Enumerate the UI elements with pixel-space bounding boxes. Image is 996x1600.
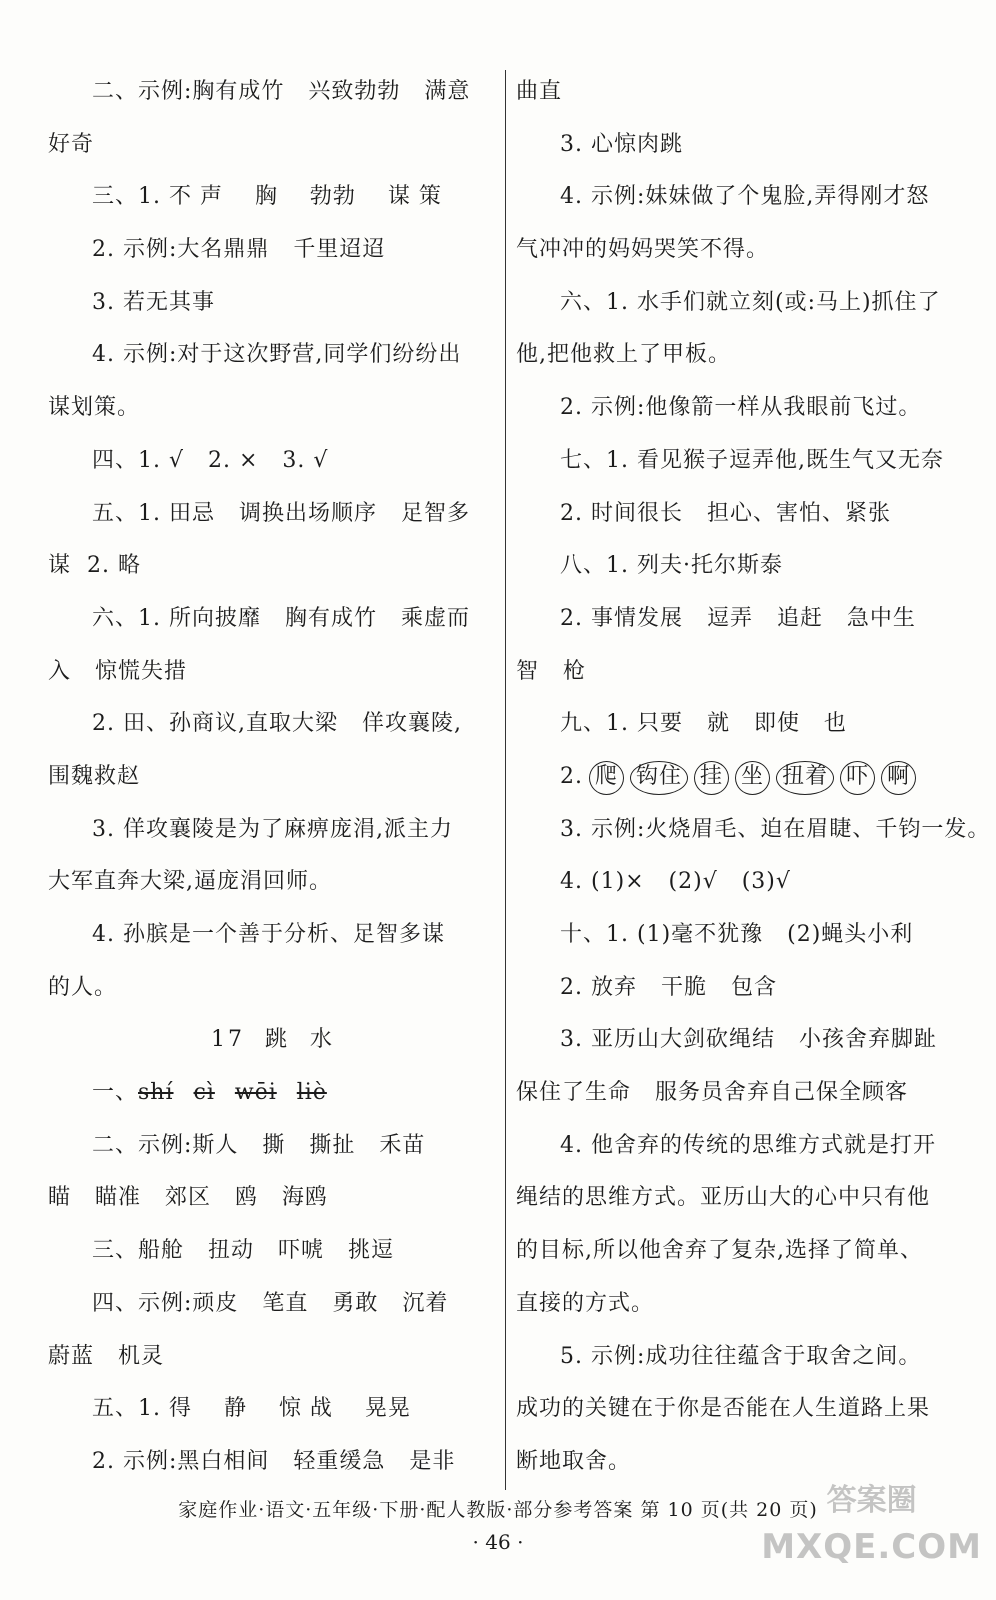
answer-text: 2. 示例:黑白相间 轻重缓急 是非 (92, 1448, 456, 1474)
page-number: · 46 · (472, 1530, 524, 1554)
answer-text: 谋 2. 略 (48, 553, 141, 579)
answer-line (48, 593, 498, 646)
answer-line (48, 277, 498, 330)
answer-line (48, 171, 498, 224)
answer-line (516, 698, 966, 751)
answer-line (48, 66, 498, 119)
answer-line (516, 66, 966, 119)
answer-line (516, 1331, 966, 1384)
answer-text: 好奇 (48, 131, 95, 157)
answer-text: 2. 示例:大名鼎鼎 千里迢迢 (92, 237, 386, 263)
answer-line (48, 1278, 498, 1331)
answer-line (48, 646, 498, 699)
answer-line (516, 909, 966, 962)
answer-text: 曲直 (516, 79, 563, 104)
answer-line (48, 1331, 498, 1384)
circled-word: 坐 (735, 761, 770, 795)
answer-text: 2. 事情发展 逗弄 追赶 急中生 (560, 605, 916, 631)
answer-line (516, 1278, 966, 1331)
circled-word: 爬 (589, 761, 624, 795)
answer-line (48, 540, 498, 593)
answer-line (516, 540, 966, 593)
answer-text: 3. 佯攻襄陵是为了麻痹庞涓,派主力 (92, 816, 453, 842)
answer-line (48, 1436, 498, 1489)
answer-text: 六、1. 水手们就立刻(或:马上)抓住了 (560, 289, 941, 315)
answer-line (48, 962, 498, 1015)
watermark-logo-text: 答案圈 (826, 1483, 917, 1518)
answer-text: 大军直奔大梁,逼庞涓回师。 (48, 869, 332, 895)
answer-text: 气冲冲的妈妈哭笑不得。 (516, 237, 770, 263)
answer-text: 2. (560, 763, 583, 789)
answer-line (516, 962, 966, 1015)
struck-pinyin: cì (193, 1080, 215, 1106)
answer-text: 三、1. 不 声 胸 勃勃 谋 策 (92, 184, 442, 210)
answer-line (48, 804, 498, 857)
answer-text: 4. 示例:对于这次野营,同学们纷纷出 (92, 342, 462, 368)
answer-text: 六、1. 所向披靡 胸有成竹 乘虚而 (92, 605, 470, 631)
answer-line (48, 119, 498, 172)
answer-line (48, 698, 498, 751)
answer-text: 3. 亚历山大剑砍绳结 小孩舍弃脚趾 (560, 1027, 937, 1053)
answer-line (516, 856, 966, 909)
circled-word: 啊 (881, 761, 916, 795)
answer-text: 他,把他救上了甲板。 (516, 342, 731, 368)
answer-line (516, 488, 966, 541)
answer-line (48, 1067, 498, 1120)
answer-text: 2. 田、孙商议,直取大梁 佯攻襄陵, (92, 711, 462, 737)
answer-line (48, 1172, 498, 1225)
circled-word: 挂 (694, 761, 729, 795)
answer-text: 的目标,所以他舍弃了复杂,选择了简单、 (516, 1238, 923, 1264)
struck-pinyin: shí (138, 1080, 174, 1106)
answer-text: 谋划策。 (48, 395, 141, 421)
watermark-logo (761, 1478, 982, 1570)
answer-line (516, 1225, 966, 1278)
answer-text: 5. 示例:成功往往蕴含于取舍之间。 (560, 1343, 922, 1369)
answer-text: 围魏救赵 (48, 763, 141, 789)
answer-text: 2. 放弃 干脆 包含 (560, 974, 777, 1000)
answer-line (516, 1014, 966, 1067)
answer-line (516, 1383, 966, 1436)
answer-line (48, 382, 498, 435)
answer-text: 绳结的思维方式。亚历山大的心中只有他 (516, 1185, 931, 1211)
answer-text: 2. 示例:他像箭一样从我眼前飞过。 (560, 395, 922, 421)
answer-text: 五、1. 得 静 惊 战 晃晃 (92, 1396, 411, 1422)
answer-line (516, 593, 966, 646)
answer-text: 4. 他舍弃的传统的思维方式就是打开 (560, 1132, 936, 1158)
answer-line (516, 1067, 966, 1120)
answer-text: 17 跳 水 (211, 1027, 335, 1053)
answer-text: 十、1. (1)毫不犹豫 (2)蝇头小利 (560, 922, 914, 947)
answer-line (48, 1383, 498, 1436)
answer-line (48, 909, 498, 962)
answer-line (516, 1172, 966, 1225)
answer-text: 4. 示例:妹妹做了个鬼脸,弄得刚才怒 (560, 184, 930, 210)
answer-line (48, 224, 498, 277)
answer-text: 3. 示例:火烧眉毛、迫在眉睫、千钧一发。 (560, 816, 991, 842)
answer-text: 4. (1)× (2)√ (3)√ (560, 869, 791, 895)
answer-text: 智 枪 (516, 658, 586, 684)
answer-line (516, 171, 966, 224)
answer-text: 二、示例:斯人 撕 撕扯 禾苗 (92, 1132, 426, 1158)
left-answer-column (48, 66, 498, 1489)
answer-line (48, 1225, 498, 1278)
answer-text: 三、船舱 扭动 吓唬 挑逗 (92, 1238, 394, 1264)
answer-text: 直接的方式。 (516, 1290, 655, 1316)
answer-line (516, 435, 966, 488)
answer-text: 瞄 瞄准 郊区 鸥 海鸥 (48, 1185, 328, 1211)
answer-text: 八、1. 列夫·托尔斯泰 (560, 553, 783, 579)
answer-text: 四、示例:顽皮 笔直 勇敢 沉着 (92, 1290, 449, 1316)
column-divider (505, 70, 506, 1490)
answer-line (516, 119, 966, 172)
answer-text: 五、1. 田忌 调换出场顺序 足智多 (92, 500, 470, 526)
answer-line (48, 488, 498, 541)
lesson-heading (48, 1014, 498, 1067)
answer-line (516, 329, 966, 382)
struck-pinyin: liè (296, 1080, 327, 1106)
watermark-url: MXQE.COM (761, 1527, 982, 1567)
answer-line (48, 856, 498, 909)
answer-text: 入 惊慌失措 (48, 658, 187, 684)
answer-line (516, 1120, 966, 1173)
answer-line (516, 382, 966, 435)
struck-pinyin: wēi (234, 1080, 277, 1106)
answer-text: 3. 若无其事 (92, 289, 215, 315)
answer-text: 4. 孙膑是一个善于分析、足智多谋 (92, 922, 445, 947)
answer-text: 七、1. 看见猴子逗弄他,既生气又无奈 (560, 447, 944, 473)
answer-line (48, 435, 498, 488)
answer-line (516, 804, 991, 857)
answer-line (48, 1120, 498, 1173)
answer-line (516, 751, 966, 804)
circled-word: 钩住 (630, 761, 688, 795)
right-answer-column (516, 66, 991, 1489)
answer-text: 2. 时间很长 担心、害怕、紧张 (560, 500, 891, 526)
answer-line (48, 751, 498, 804)
answer-text: 保住了生命 服务员舍弃自己保全顾客 (516, 1080, 908, 1106)
circled-word: 吓 (840, 761, 875, 795)
answer-text: 3. 心惊肉跳 (560, 131, 683, 157)
answer-text: 二、示例:胸有成竹 兴致勃勃 满意 (92, 79, 471, 104)
page-footer: 家庭作业·语文·五年级·下册·配人教版·部分参考答案 第 10 页(共 20 页) (178, 1499, 818, 1521)
circled-word: 扭着 (776, 761, 834, 795)
answer-line (516, 646, 966, 699)
answer-text: 的人。 (48, 974, 118, 1000)
answer-text: 四、1. √ 2. × 3. √ (92, 447, 329, 473)
answer-text: 成功的关键在于你是否能在人生道路上果 (516, 1396, 931, 1422)
answer-text: 断地取舍。 (516, 1448, 632, 1474)
answer-line (48, 329, 498, 382)
answer-text: 蔚蓝 机灵 (48, 1343, 164, 1369)
answer-line (516, 277, 966, 330)
answer-text: 一、 (92, 1080, 139, 1106)
answer-text: 九、1. 只要 就 即使 也 (560, 711, 847, 737)
answer-line (516, 224, 966, 277)
